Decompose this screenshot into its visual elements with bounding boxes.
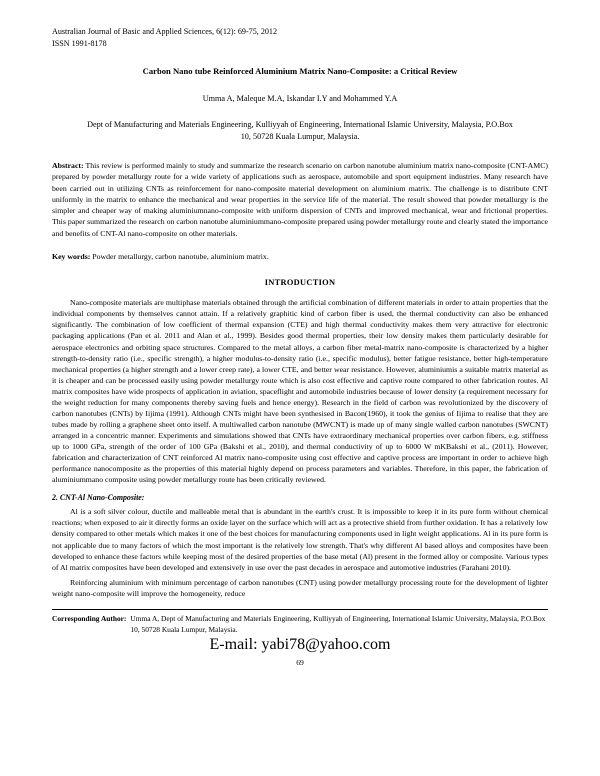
abstract — [52, 160, 548, 239]
author-list: Umma A, Maleque M.A, Iskandar I.Y and Mohammed Y.A — [202, 93, 398, 103]
journal-header — [52, 26, 548, 49]
abstract-label: Abstract: — [52, 160, 84, 170]
affiliation: Dept of Manufacturing and Materials Engineering, Kulliyyah of Engineering, International Islamic University, Malaysia, P.O.Box 10, 50728 Kuala Lumpur, Malaysia. — [87, 119, 513, 142]
abstract-text: This review is performed mainly to study and summarize the research scenario on carbon nanotube aluminium matrix nano-composite (CNT-AMC) prepared by powder metallurgy route for a wide variety of applications such as aerospace, automobile and sport equipment industries. Many research have been carried out in utilizing CNTs as reinforcement for nano-composite material development on aluminium matrix. The challenge is to distribute CNT uniformly in the matrix to enhance the mechanical and wear properties in the service life of the material. The result showed that powder metallurgy is the simpler and cheaper way of making aluminiumnano-composite with uniform dispersion of CNTs and improved mechanical, wear and frictional properties. This paper summarized the research on carbon nanotube aluminiummano-composite prepared using powder metallurgy route and clearly stated the importance and benefits of CNT-Al nano-composite on other materials. — [52, 160, 548, 238]
footer-divider — [52, 609, 548, 610]
section-heading-introduction: INTRODUCTION — [264, 278, 336, 288]
paragraph-introduction-1: Nano-composite materials are multiphase materials obtained through the artificial combination of different materials in order to attain properties that the individual components by themselves cannot attain. If a relatively graphitic kind of carbon fiber is used, the thermal conductivity can also be enhanced significantly. The combination of low coefficient of thermal expansion (CTE) and high thermal conductivity makes them very attractive for electronic packaging applications (Pan et al. 2011 and Alan et al., 1999). Besides good thermal properties, their low density makes them particularly desirable for aerospace electronics and orbiting space structures. Compared to the metal alloys, a carbon fiber metal-matrix nano-composite is characterized by a higher strength-to-density ratio (i.e., specific strength), a higher modulus-to-density ratio (i.e., specific modulus), better fatigue resistance, better high-temperature mechanical properties (a higher strength and a lower creep rate), a lower CTE, and better wear resistance. However, aluminiumis a suitable matrix material as it is cheaper and can be processed easily using powder metallurgy route which is also cost effective and captive route compared to other fabrication routes. Al matrix composites have wide prospects of application in aviation, spaceflight and automobile industries because of lower density (a requirement necessary for the weight reduction for many components thereby saving fuels and hence energy). Research in the field of carbon was revolutionized by the discovery of carbon nanotubes (CNTs) by Iijima (1991). Although CNTs might have been synthesised in Bacon(1960), it took the genius of Iijima to realise that they are tubes made by rolling a graphene sheet onto itself. A multiwalled carbon nanotube (MWCNT) is made up of many single walled carbon nanotubes (SWCNT) arranged in a concentric manner. Experiments and simulations showed that CNTs have extraordinary mechanical properties over carbon fibers, e.g. stiffness up to 1000 GPa, strength of the order of 100 GPa (Bakshi et al., 2010), and thermal conductivity of up to 6000 W mKBakshi et al., (2011). However, fabrication and characterization of CNT reinforced Al matrix nano-composite using cost effective and captive process are important in order to achieve high performance nanocomposite as the properties of this material highly depend on process parameters and variables. Therefore, in this paper, the fabrication of aluminiummano composite using powder metallurgy route has been critically reviewed. — [52, 298, 548, 485]
journal-issn-line: ISSN 1991-8178 — [52, 38, 107, 48]
keywords-label: Key words: — [52, 251, 91, 261]
keywords — [52, 251, 548, 262]
paragraph-cnt-al-1: Al is a soft silver colour, ductile and malleable metal that is abundant in the earth's crust. It is impossible to keep it in its pure form without chemical reactions; when exposed to air it directly forms an oxide layer on the surface which will act as a protective shield from further oxidation. It has a relatively low density compared to other metals which makes it one of the best choices for manufacturing components used in light weight applications. Al in its pure form is not applicable due to many factors of which the most important is the relatively low strength. That's why different Al based alloys and composites have been developed to enhance these factors while keeping most of the desired properties of the base metal (Al) present in the formed alloy or composite. Various types of Al matrix composites have been developed and extensively in use over the past decades in aerospace and automotive industries (Farahani 2010). — [52, 507, 548, 572]
paragraph-cnt-al-2: Reinforcing aluminium with minimum percentage of carbon nanotubes (CNT) using powder metallurgy processing route for the development of lighter weight nano-composite will improve the homogeneity, reduce — [52, 577, 548, 598]
page-number: 69 — [296, 658, 304, 668]
corresponding-author — [52, 614, 548, 635]
corresponding-author-email: E-mail: yabi78@yahoo.com — [209, 636, 391, 654]
section-heading-cnt-al-nano-composite: 2. CNT-Al Nano-Composite: — [52, 493, 145, 503]
journal-citation-line: Australian Journal of Basic and Applied Sciences, 6(12): 69-75, 2012 — [52, 27, 278, 36]
corresponding-author-label: Corresponding Author: — [52, 613, 127, 623]
keywords-text: Powder metallurgy, carbon nanotube, aluminium matrix. — [90, 251, 269, 261]
page-title: Carbon Nano tube Reinforced Aluminium Matrix Nano-Composite: a Critical Review — [142, 66, 458, 77]
corresponding-author-text: Umma A, Dept of Manufacturing and Materials Engineering, Kulliyyah of Engineering, International Islamic University, Malaysia, P.O.Box 10, 50728 Kuala Lumpur, Malaysia. — [130, 613, 546, 634]
